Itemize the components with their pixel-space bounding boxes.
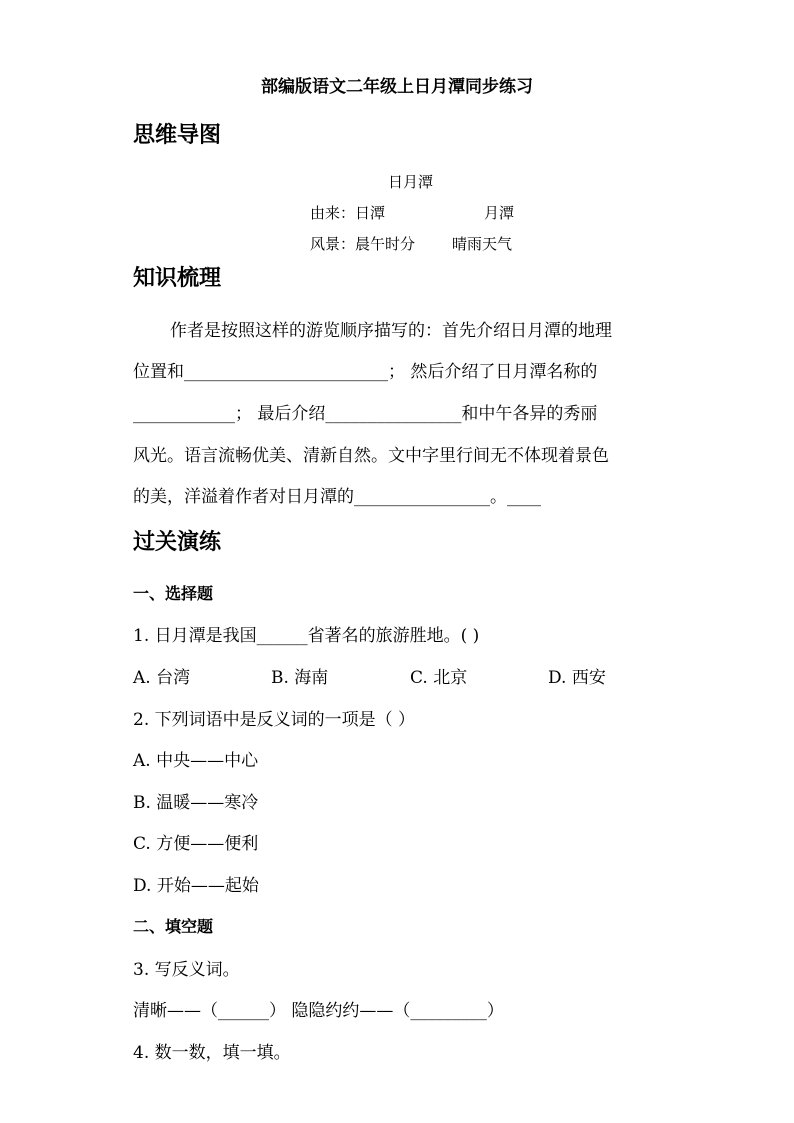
question-1: 1. 日月潭是我国______省著名的旅游胜地。( ) — [133, 626, 480, 646]
q2-option-a: A. 中央——中心 — [133, 751, 259, 771]
mind-map-scenery-label: 风景：晨午时分 — [310, 235, 416, 253]
q2-option-d: D. 开始——起始 — [133, 876, 259, 896]
q2-option-b: B. 温暖——寒冷 — [133, 793, 259, 813]
mind-map-scenery-other: 晴雨天气 — [452, 235, 513, 253]
q1-option-b: B. 海南 — [271, 668, 329, 688]
section-heading-mind-map: 思维导图 — [133, 123, 222, 148]
section-heading-knowledge: 知识梳理 — [133, 266, 222, 291]
choice-section-heading: 一、选择题 — [133, 584, 214, 603]
question-2: 2. 下列词语中是反义词的一项是（ ） — [133, 710, 416, 730]
q3-antonym-line: 清晰——（______） 隐隐约约——（_________） — [133, 1001, 504, 1021]
knowledge-line-1: 作者是按照这样的游览顺序描写的：首先介绍日月潭的地理 — [170, 321, 612, 341]
q1-option-a: A. 台湾 — [133, 668, 191, 688]
section-heading-practice: 过关演练 — [133, 530, 222, 555]
q1-option-c: C. 北京 — [410, 668, 468, 688]
fill-section-heading: 二、填空题 — [133, 917, 214, 936]
question-4: 4. 数一数，填一填。 — [133, 1043, 291, 1063]
knowledge-line-5: 的美，洋溢着作者对日月潭的________________。____ — [133, 487, 541, 507]
knowledge-line-3: ____________； 最后介绍________________和中午各异的秀丽 — [133, 404, 598, 424]
q2-option-c: C. 方便——便利 — [133, 834, 259, 854]
mind-map-root: 日月潭 — [388, 173, 434, 191]
mind-map-origin-label: 由来：日潭 — [310, 204, 386, 222]
question-3: 3. 写反义词。 — [133, 960, 240, 980]
knowledge-line-2: 位置和________________________； 然后介绍了日月潭名称的 — [133, 362, 598, 382]
q1-option-d: D. 西安 — [548, 668, 606, 688]
mind-map-origin-other: 月潭 — [484, 204, 515, 222]
document-title: 部编版语文二年级上日月潭同步练习 — [261, 77, 533, 97]
knowledge-line-4: 风光。语言流畅优美、清新自然。文中字里行间无不体现着景色 — [133, 446, 609, 466]
